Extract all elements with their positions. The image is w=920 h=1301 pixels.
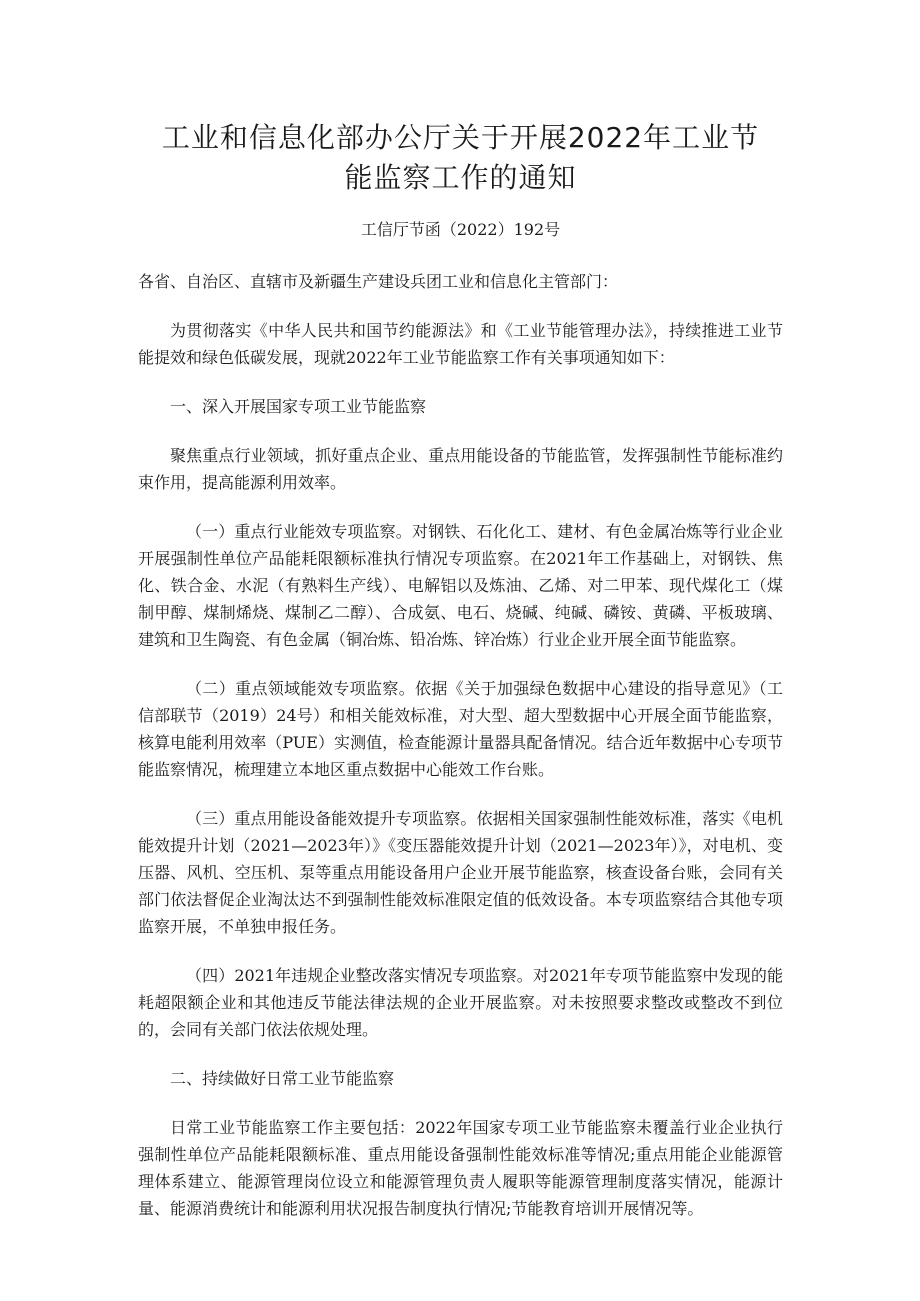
section-heading-2: 二、持续做好日常工业节能监察 [170, 1069, 395, 1088]
addressee: 各省、自治区、直辖市及新疆生产建设兵团工业和信息化主管部门： [138, 272, 619, 291]
paragraph-section-1: 聚焦重点行业领域，抓好重点企业、重点用能设备的节能监管，发挥强制性节能标准约束作用，提高能源利用效率。 [138, 446, 783, 492]
paragraph-item-4: （四）2021年违规企业整改落实情况专项监察。对2021年专项节能监察中发现的能耗超限额企业和其他违反节能法律法规的企业开展监察。对未按照要求整改或整改不到位的，会同有关部门依法依规处理。 [138, 966, 783, 1039]
section-heading-1: 一、深入开展国家专项工业节能监察 [170, 397, 427, 416]
document-title: 工业和信息化部办公厅关于开展2022年工业节能监察工作的通知 [161, 121, 760, 194]
document-number: 工信厅节函（2022）192号 [360, 220, 561, 239]
paragraph-item-3: （三）重点用能设备能效提升专项监察。依据相关国家强制性能效标准，落实《电机能效提升计划（2021—2023年）》《变压器能效提升计划（2021—2023年）》，对电机、变压器、风机、空压机、泵等重点用能设备用户企业开展节能监察，核查设备台账，会同有关部门依法督促企业淘汰达不到强制性能效标准限定值的低效设备。本专项监察结合其他专项监察开展，不单独申报任务。 [138, 809, 783, 936]
paragraph-item-2: （二）重点领域能效专项监察。依据《关于加强绿色数据中心建设的指导意见》（工信部联节（2019）24号）和相关能效标准，对大型、超大型数据中心开展全面节能监察，核算电能利用效率（PUE）实测值，检查能源计量器具配备情况。结合近年数据中心专项节能监察情况，梳理建立本地区重点数据中心能效工作台账。 [138, 679, 783, 779]
paragraph-section-2: 日常工业节能监察工作主要包括：2022年国家专项工业节能监察未覆盖行业企业执行强制性单位产品能耗限额标准、重点用能设备强制性能效标准等情况;重点用能企业能源管理体系建立、能源管理岗位设立和能源管理负责人履职等能源管理制度落实情况，能源计量、能源消费统计和能源利用状况报告制度执行情况;节能教育培训开展情况等。 [138, 1118, 783, 1218]
paragraph-item-1: （一）重点行业能效专项监察。对钢铁、石化化工、建材、有色金属冶炼等行业企业开展强制性单位产品能耗限额标准执行情况专项监察。在2021年工作基础上，对钢铁、焦化、铁合金、水泥（有熟料生产线）、电解铝以及炼油、乙烯、对二甲苯、现代煤化工（煤制甲醇、煤制烯烧、煤制乙二醇）、合成氨、电石、烧碱、纯碱、磷铵、黄磷、平板玻璃、建筑和卫生陶瓷、有色金属（铜冶炼、铅冶炼、锌冶炼）行业企业开展全面节能监察。 [138, 522, 783, 649]
paragraph-intro: 为贯彻落实《中华人民共和国节约能源法》和《工业节能管理办法》，持续推进工业节能提效和绿色低碳发展，现就2022年工业节能监察工作有关事项通知如下： [138, 321, 783, 367]
